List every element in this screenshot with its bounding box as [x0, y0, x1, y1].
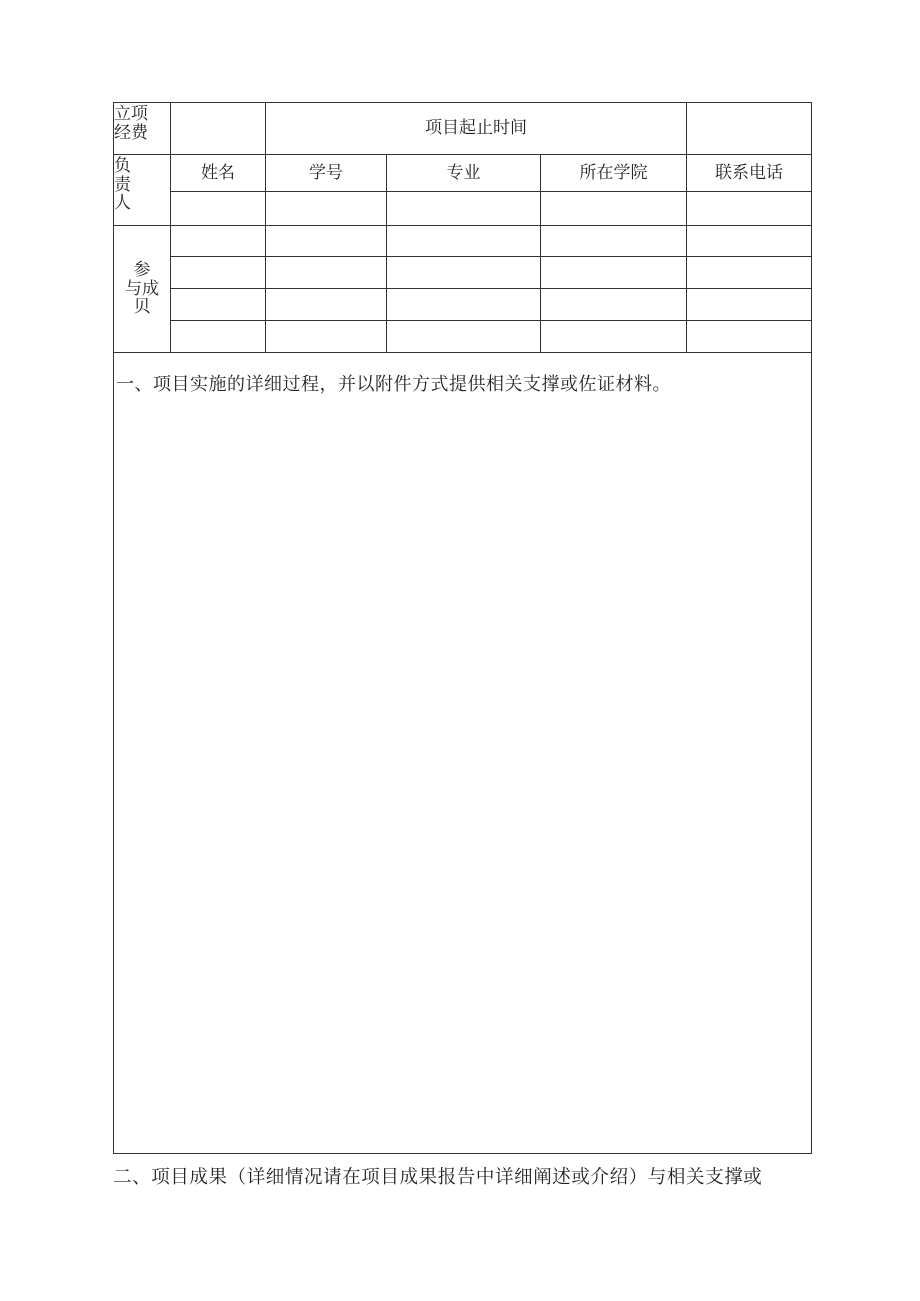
- member-label-line-2: 与成: [125, 278, 159, 299]
- member-cell[interactable]: [687, 321, 812, 353]
- member-cell[interactable]: [171, 321, 266, 353]
- section1-content-area[interactable]: [114, 353, 812, 1154]
- leader-major-cell[interactable]: [387, 192, 541, 226]
- header-college: 所在学院: [541, 155, 687, 192]
- leader-label-line-3: 人: [114, 193, 131, 214]
- member-cell[interactable]: [171, 226, 266, 257]
- member-cell[interactable]: [266, 226, 387, 257]
- leader-row: [114, 192, 812, 226]
- leader-id-cell[interactable]: [266, 192, 387, 226]
- member-row: [114, 289, 812, 321]
- member-label-cell: [114, 226, 171, 353]
- section2-title: 二、项目成果（详细情况请在项目成果报告中详细阐述或介绍）与相关支撑或: [113, 1167, 763, 1188]
- leader-label-cell: [114, 155, 171, 226]
- member-cell[interactable]: [266, 321, 387, 353]
- leader-label-line-2: 责: [114, 174, 131, 195]
- funding-row: [114, 103, 812, 155]
- member-cell[interactable]: [687, 257, 812, 289]
- member-row: [114, 226, 812, 257]
- leader-header-row: [114, 155, 812, 192]
- member-cell[interactable]: [387, 289, 541, 321]
- section1-row: [114, 353, 812, 1154]
- header-name: 姓名: [171, 155, 266, 192]
- member-cell[interactable]: [687, 289, 812, 321]
- period-label-cell: [266, 103, 687, 155]
- leader-phone-cell[interactable]: [687, 192, 812, 226]
- member-cell[interactable]: [541, 257, 687, 289]
- header-phone: 联系电话: [687, 155, 812, 192]
- member-cell[interactable]: [541, 226, 687, 257]
- member-cell[interactable]: [171, 289, 266, 321]
- leader-label-line-1: 负: [114, 156, 131, 176]
- member-cell[interactable]: [387, 257, 541, 289]
- funding-label-line-1: 立项: [114, 104, 148, 124]
- member-label-line-3: 贝: [133, 297, 151, 318]
- member-row: [114, 257, 812, 289]
- member-row: [114, 321, 812, 353]
- member-cell[interactable]: [541, 289, 687, 321]
- leader-college-cell[interactable]: [541, 192, 687, 226]
- member-cell[interactable]: [387, 321, 541, 353]
- member-cell[interactable]: [387, 226, 541, 257]
- section1-title: 一、项目实施的详细过程，并以附件方式提供相关支撑或佐证材料。: [116, 374, 671, 395]
- project-info-table: [113, 102, 812, 1154]
- funding-label-cell: [114, 103, 171, 155]
- header-student-id: 学号: [266, 155, 387, 192]
- member-cell[interactable]: [171, 257, 266, 289]
- member-label-line-1: 参: [133, 259, 151, 280]
- period-value-cell[interactable]: [687, 103, 812, 155]
- member-cell[interactable]: [266, 289, 387, 321]
- funding-value-cell[interactable]: [171, 103, 266, 155]
- member-cell[interactable]: [266, 257, 387, 289]
- member-cell[interactable]: [687, 226, 812, 257]
- funding-label-line-2: 经费: [114, 122, 148, 143]
- leader-name-cell[interactable]: [171, 192, 266, 226]
- period-label: 项目起止时间: [425, 118, 527, 139]
- member-cell[interactable]: [541, 321, 687, 353]
- header-major: 专业: [387, 155, 541, 192]
